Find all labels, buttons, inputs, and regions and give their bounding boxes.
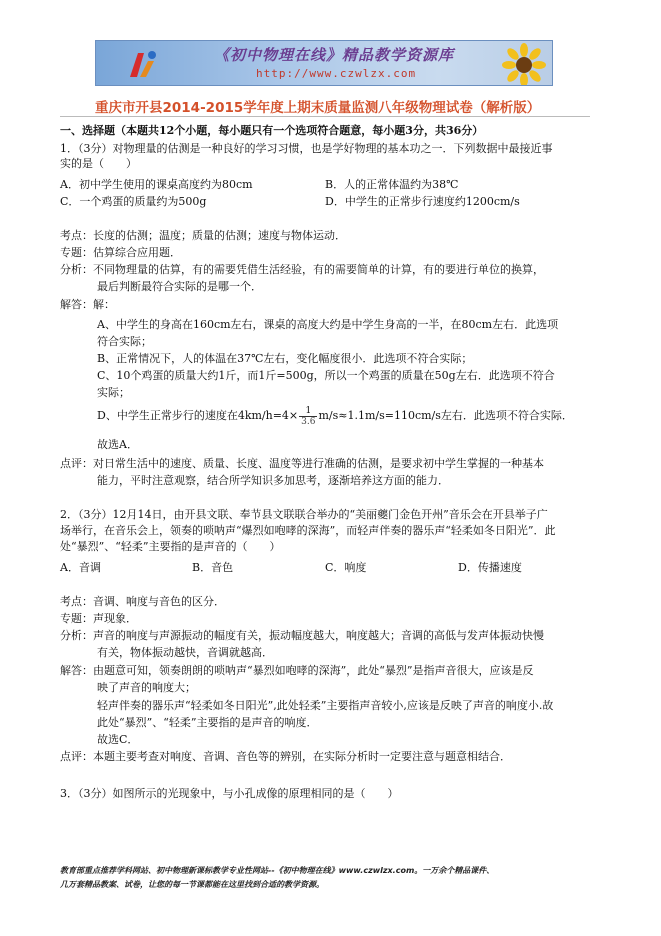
- q2-fenxi-line2: 有关，物体振动越快，音调就越高．: [97, 646, 273, 659]
- q2-stem-line3: 处“暴烈”、“轻柔”主要指的是声音的（ ）: [60, 540, 281, 553]
- q1-option-c: C．一个鸡蛋的质量约为500g: [60, 195, 207, 208]
- q1-option-b: B．人的正常体温约为38℃: [325, 178, 459, 191]
- q2-dianping: 点评：本题主要考查对响度、音调、音色等的辨别，在实际分析时一定要注意与题意相结合．: [60, 750, 511, 763]
- q2-jieda-line2: 映了声音的响度大；: [97, 681, 196, 694]
- title-divider: [60, 116, 590, 117]
- q2-option-b: B．音色: [192, 561, 234, 574]
- q2-option-c: C．响度: [325, 561, 367, 574]
- q1-option-a: A．初中学生使用的课桌高度约为80cm: [60, 178, 253, 191]
- q2-option-d: D．传播速度: [458, 561, 522, 574]
- site-logo-icon: [126, 47, 160, 81]
- q2-stem-line2: 场举行，在音乐会上，领奏的唢呐声“爆烈如咆哮的深海”，而轻声伴奏的器乐声“轻柔如冬日阳光”．此: [60, 524, 556, 537]
- q3-stem: 3．（3分）如图所示的光现象中，与小孔成像的原理相同的是（ ）: [60, 787, 399, 800]
- q1-jieda-line1: A、中学生的身高在160cm左右，课桌的高度大约是中学生身高的一半，在80cm左右．此选项: [97, 318, 559, 331]
- q1-fenxi-line2: 最后判断最符合实际的是哪一个．: [97, 280, 262, 293]
- q1-dianping-line1: 点评：对日常生活中的速度、质量、长度、温度等进行准确的估测，是要求初中学生掌握的一种基本: [60, 457, 544, 470]
- q1-answer: 故选A．: [97, 438, 138, 451]
- site-banner: [95, 40, 553, 86]
- sunflower-icon: [502, 43, 546, 86]
- section-heading: 一、选择题（本题共12个小题，每小题只有一个选项符合题意，每小题3分，共36分）: [60, 124, 484, 137]
- banner-title: 《初中物理在线》精品教学资源库: [214, 46, 455, 64]
- q1-jieda-line5: 实际；: [97, 386, 130, 399]
- fraction-numerator: 1: [299, 406, 317, 417]
- q1-kaodian: 考点：长度的估测；温度；质量的估测；速度与物体运动．: [60, 229, 346, 242]
- q1-jieda-d-line: [97, 405, 573, 427]
- q1-d-before: D、中学生正常步行的速度在4km/h=4×: [97, 409, 299, 422]
- q1-d-after: m/s≈1.1m/s=110cm/s左右．此选项不符合实际．: [318, 409, 573, 422]
- q1-jieda-line4: C、10个鸡蛋的质量大约1斤，而1斤=500g，所以一个鸡蛋的质量在50g左右．此选项不符合: [97, 369, 555, 382]
- q2-stem-line1: 2．（3分）12月14日，由开县文联、奉节县文联联合举办的“美丽夔门金色开州”音乐会在开县举子广: [60, 508, 548, 521]
- fraction: [299, 406, 317, 427]
- q1-jieda-line2: 符合实际；: [97, 335, 152, 348]
- q2-kaodian: 考点：音调、响度与音色的区分．: [60, 595, 225, 608]
- q2-jieda-line3: 轻声伴奏的器乐声“轻柔如冬日阳光”,此处轻柔”主要指声音较小,应该是反映了声音的响度小.故: [97, 699, 554, 712]
- q1-option-d: D．中学生的正常步行速度约1200cm/s: [325, 195, 520, 208]
- footer-line1: 教育部重点推荐学科网站、初中物理新课标教学专业性网站--《初中物理在线》www.czwlzx.com。一万余个精品课件、: [60, 866, 495, 875]
- q2-jieda-line1: 解答：由题意可知，领奏朗朗的唢呐声“暴烈如咆哮的深海”，此处“暴烈”是指声音很大，应该是反: [60, 664, 534, 677]
- q2-zhuanti: 专题：声现象．: [60, 612, 137, 625]
- fraction-denominator: 3.6: [301, 416, 316, 427]
- q1-zhuanti: 专题：估算综合应用题．: [60, 246, 181, 259]
- q2-fenxi-line1: 分析：声音的响度与声源振动的幅度有关，振动幅度越大，响度越大；音调的高低与发声体振动快慢: [60, 629, 544, 642]
- banner-url[interactable]: http://www.czwlzx.com: [256, 67, 417, 80]
- q1-stem-line1: 1．（3分）对物理量的估测是一种良好的学习习惯，也是学好物理的基本功之一．下列数据中最接近事: [60, 142, 553, 155]
- q2-answer: 故选C．: [97, 733, 139, 746]
- footer-line2: 几万套精品教案、试卷，让您的每一节课都能在这里找到合适的教学资源。: [60, 880, 324, 889]
- q1-fenxi-line1: 分析：不同物理量的估算，有的需要凭借生活经验，有的需要简单的计算，有的要进行单位的换算，: [60, 263, 544, 276]
- q2-option-a: A．音调: [60, 561, 101, 574]
- q1-jieda-line3: B、正常情况下，人的体温在37℃左右，变化幅度很小．此选项不符合实际；: [97, 352, 473, 365]
- q2-jieda-line4: 此处“暴烈”、“轻柔”主要指的是声音的响度．: [97, 716, 318, 729]
- document-title: 重庆市开县2014-2015学年度上期末质量监测八年级物理试卷（解析版）: [95, 100, 541, 116]
- q1-jieda-label: 解答：解：: [60, 298, 115, 311]
- q1-dianping-line2: 能力，平时注意观察，结合所学知识多加思考，逐渐培养这方面的能力．: [97, 474, 449, 487]
- q1-stem-line2: 实的是（ ）: [60, 157, 137, 170]
